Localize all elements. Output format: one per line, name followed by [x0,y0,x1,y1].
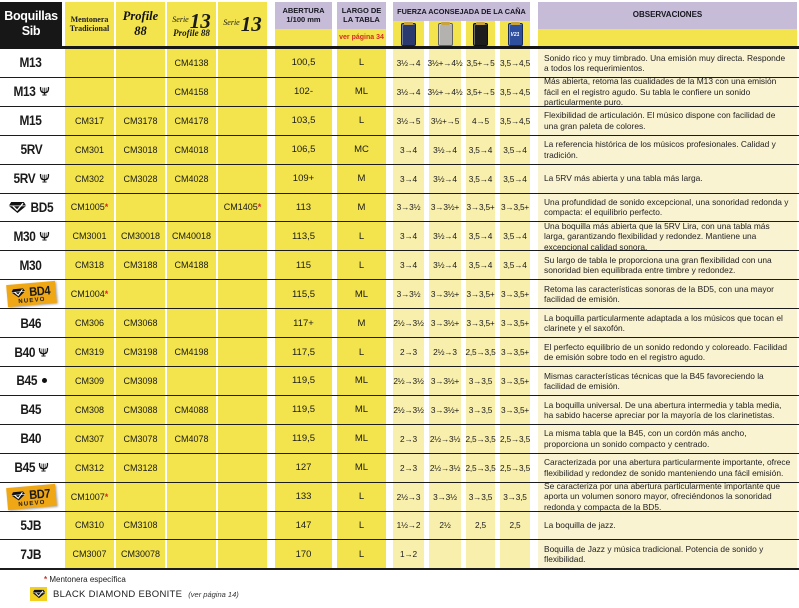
model-name: BD7 [28,485,51,502]
code-mentonera-tradicional: CM308 [65,396,114,424]
table-row [0,309,799,338]
fuerza-traditional: 3½→5 [393,107,424,135]
fuerza-v21: 3,5→4,5 [500,107,530,135]
code-profile88 [116,194,165,222]
code-profile88: CM3028 [116,165,165,193]
code-profile88: CM3128 [116,454,165,482]
fuerza-traditional: 3½→4 [393,49,424,77]
code-serie13 [218,454,267,482]
code-serie13-profile88: CM40018 [167,222,216,250]
code-serie13 [218,165,267,193]
code-mentonera-tradicional: CM306 [65,309,114,337]
model-cell [0,194,62,222]
code-mentonera-tradicional: CM3001 [65,222,114,250]
fuerza-v12: 3→3½+ [429,194,461,222]
fuerza-56-rue-lepic: 3,5→4 [466,165,495,193]
model-name: B45 [20,402,42,418]
model-cell [0,454,62,482]
fuerza-v21: 3,5→4 [500,222,530,250]
fuerza-v21: 2,5→3,5 [500,454,530,482]
header-observaciones: OBSERVACIONES [538,2,797,46]
model-name: M13 [19,55,43,71]
largo-value: ML [337,280,386,308]
table-body [0,49,799,570]
code-profile88 [116,280,165,308]
footer-notes [0,570,799,608]
abertura-value: 115 [275,251,332,279]
fuerza-v12: 3→3½ [429,483,461,511]
largo-value: ML [337,454,386,482]
table-header [0,0,799,49]
lyre-icon [39,173,50,184]
fuerza-v12: 2½→3½ [429,425,461,453]
code-serie13-profile88: CM4018 [167,136,216,164]
code-serie13-profile88: CM4028 [167,165,216,193]
code-serie13-profile88 [167,540,216,568]
code-mentonera-tradicional: CM1004* [65,280,114,308]
abertura-value: 113,5 [275,222,332,250]
fuerza-56-rue-lepic: 2,5→3,5 [466,454,495,482]
header-boquillas-line1: Boquillas [4,9,58,23]
fuerza-v21: 3→3,5 [500,483,530,511]
fuerza-traditional: 1½→2 [393,512,424,540]
model-cell [0,540,62,568]
fuerza-v12: 3→3½+ [429,280,461,308]
fuerza-56-rue-lepic: 4→5 [466,107,495,135]
code-profile88: CM3068 [116,309,165,337]
code-mentonera-tradicional: CM302 [65,165,114,193]
reed-v12-icon [438,23,453,46]
dot-icon [42,378,47,383]
largo-value: L [337,107,386,135]
code-serie13 [218,425,267,453]
code-serie13 [218,540,267,568]
table-row [0,78,799,107]
code-serie13 [218,251,267,279]
model-cell [0,107,62,135]
code-serie13 [218,309,267,337]
fuerza-traditional: 2½→3½ [393,367,424,395]
code-profile88 [116,483,165,511]
code-serie13-profile88 [167,309,216,337]
fuerza-56-rue-lepic: 3→3,5 [466,396,495,424]
abertura-value: 100,5 [275,49,332,77]
largo-value: ML [337,78,386,106]
fuerza-v12 [429,540,461,568]
observaciones-cell: Sonido rico y muy timbrado. Una emisión muy directa. Responde a todos los requerimientos. [538,49,797,77]
table-row [0,49,799,78]
code-serie13-profile88: CM4138 [167,49,216,77]
header-serie13-profile88: Serie 13 Profile 88 [167,2,216,46]
observaciones-cell: La 5RV más abierta y una tabla más larga. [538,165,797,193]
code-profile88 [116,78,165,106]
abertura-value: 127 [275,454,332,482]
fuerza-v12: 3½+→4½ [429,78,461,106]
fuerza-v12: 2½→3½ [429,454,461,482]
code-profile88: CM3088 [116,396,165,424]
code-serie13-profile88: CM4198 [167,338,216,366]
code-mentonera-tradicional: CM1005* [65,194,114,222]
red-asterisk: * [44,575,48,585]
nuevo-badge [6,483,57,509]
abertura-value: 147 [275,512,332,540]
abertura-value: 109+ [275,165,332,193]
black-diamond-icon [8,201,27,214]
footnote-mentonera: * Mentonera específica [44,575,126,585]
code-profile88: CM3188 [116,251,165,279]
model-cell [0,222,62,250]
code-serie13 [218,396,267,424]
lyre-icon [39,86,50,97]
model-cell [0,165,62,193]
abertura-value: 133 [275,483,332,511]
fuerza-traditional: 2½→3½ [393,396,424,424]
code-mentonera-tradicional: CM3007 [65,540,114,568]
fuerza-traditional: 3→3½ [393,280,424,308]
model-name: 7JB [20,546,42,562]
observaciones-cell: Su largo de tabla le proporciona una gran flexibilidad con una sonoridad bien equilibrada entre timbre y redondez. [538,251,797,279]
table-row [0,251,799,280]
fuerza-56-rue-lepic: 3→3,5+ [466,194,495,222]
code-mentonera-tradicional: CM318 [65,251,114,279]
table-row [0,483,799,512]
table-row [0,222,799,251]
observaciones-cell: Se caracteriza por una abertura particularmente importante que aporta un volumen sonoro mayor, ofreciéndonos la sonoridad redonda y compacta de la BD5. [538,483,797,511]
code-serie13-profile88 [167,483,216,511]
largo-value: ML [337,367,386,395]
fuerza-v21: 3→3,5+ [500,396,530,424]
abertura-value: 117+ [275,309,332,337]
observaciones-cell: Retoma las características sonoras de la BD5, con una mayor facilidad de emisión. [538,280,797,308]
code-serie13-profile88: CM4188 [167,251,216,279]
code-serie13 [218,483,267,511]
observaciones-cell: Una profundidad de sonido excepcional, una sonoridad redonda y compacta: el equilibrio perfecto. [538,194,797,222]
largo-value: M [337,194,386,222]
lyre-icon [39,231,50,242]
table-row [0,338,799,367]
largo-value: ML [337,425,386,453]
largo-value: L [337,251,386,279]
code-mentonera-tradicional: CM312 [65,454,114,482]
table-row [0,454,799,483]
fuerza-v12: 3½→4 [429,165,461,193]
fuerza-traditional: 2½→3 [393,483,424,511]
model-name: M15 [19,113,43,129]
largo-value: MC [337,136,386,164]
code-serie13-profile88 [167,194,216,222]
fuerza-traditional: 3→4 [393,165,424,193]
header-profile88: Profile 88 [116,2,165,46]
fuerza-v21: 3→3,5+ [500,280,530,308]
model-cell [0,425,62,453]
abertura-value: 103,5 [275,107,332,135]
fuerza-56-rue-lepic: 3→3,5+ [466,280,495,308]
code-serie13 [218,78,267,106]
code-serie13: CM1405* [218,194,267,222]
code-mentonera-tradicional [65,49,114,77]
fuerza-v12: 3→3½+ [429,309,461,337]
code-serie13-profile88 [167,280,216,308]
fuerza-56-rue-lepic: 3→3,5 [466,367,495,395]
abertura-value: 102- [275,78,332,106]
fuerza-v12: 3½+→5 [429,107,461,135]
model-name: B45 [16,373,37,389]
code-serie13 [218,512,267,540]
abertura-value: 170 [275,540,332,568]
code-mentonera-tradicional: CM310 [65,512,114,540]
fuerza-v21: 3,5→4 [500,251,530,279]
model-cell [0,49,62,77]
code-profile88: CM3018 [116,136,165,164]
fuerza-v21: 2,5 [500,512,530,540]
code-serie13-profile88 [167,512,216,540]
code-serie13 [218,107,267,135]
fuerza-56-rue-lepic: 2,5 [466,512,495,540]
model-cell [0,309,62,337]
reed-v21-icon: V21 [508,23,523,46]
fuerza-traditional: 2½→3½ [393,309,424,337]
reed-56-rue-lepic-icon [473,23,488,46]
abertura-value: 119,5 [275,425,332,453]
model-name: BD5 [30,199,53,215]
fuerza-v21: 3→3,5+ [500,367,530,395]
observaciones-cell: Una boquilla más abierta que la 5RV Lira, con una tabla más larga, garantizando flexibilidad y redondez. Mantiene una excepcional calidad sonora. [538,222,797,250]
code-serie13-profile88: CM4088 [167,396,216,424]
code-profile88: CM30078 [116,540,165,568]
model-name: B40 [20,431,42,447]
fuerza-v21: 3→3,5+ [500,194,530,222]
black-diamond-icon [32,589,46,599]
fuerza-56-rue-lepic: 2,5→3,5 [466,425,495,453]
fuerza-56-rue-lepic: 3,5→4 [466,136,495,164]
fuerza-v12: 3½→4 [429,222,461,250]
fuerza-v12: 3½+→4½ [429,49,461,77]
table-row [0,194,799,223]
code-serie13 [218,222,267,250]
observaciones-cell: El perfecto equilibrio de un sonido redondo y coloreado. Facilidad de emisión sobre todo en el registro agudo. [538,338,797,366]
reed-icons-row [393,21,530,46]
abertura-value: 115,5 [275,280,332,308]
nuevo-badge [6,281,57,307]
table-row [0,512,799,541]
fuerza-traditional: 2→3 [393,338,424,366]
code-profile88 [116,49,165,77]
code-mentonera-tradicional: CM309 [65,367,114,395]
model-cell [0,367,62,395]
largo-value: L [337,222,386,250]
largo-value: ML [337,396,386,424]
fuerza-v12: 3½→4 [429,251,461,279]
code-serie13 [218,367,267,395]
fuerza-v21: 3,5→4 [500,136,530,164]
model-cell [0,338,62,366]
abertura-value: 117,5 [275,338,332,366]
model-name: 5RV [20,142,42,158]
model-name: 5RV [13,171,36,187]
model-name: B40 [14,344,35,360]
code-serie13-profile88 [167,367,216,395]
fuerza-v21: 3→3,5+ [500,338,530,366]
table-row [0,425,799,454]
header-abertura: ABERTURA 1/100 mm [275,2,332,46]
model-name: M13 [13,84,36,100]
observaciones-cell: Mismas características técnicas que la B45 favoreciendo la facilidad de emisión. [538,367,797,395]
header-serie13: Serie 13 [218,2,267,46]
fuerza-56-rue-lepic [466,540,495,568]
model-cell [0,512,62,540]
code-mentonera-tradicional [65,78,114,106]
fuerza-v21 [500,540,530,568]
ver-pagina-34-note: ver página 34 [339,34,384,41]
model-cell [0,136,62,164]
fuerza-traditional: 2→3 [393,454,424,482]
table-row [0,165,799,194]
table-row [0,540,799,570]
fuerza-56-rue-lepic: 3,5→4 [466,251,495,279]
header-largo-tabla: LARGO DE LA TABLA ver página 34 [337,2,386,46]
fuerza-v12: 3½→4 [429,136,461,164]
fuerza-traditional: 3→4 [393,136,424,164]
code-serie13 [218,338,267,366]
fuerza-v12: 2½→3 [429,338,461,366]
code-serie13-profile88 [167,454,216,482]
code-mentonera-tradicional: CM319 [65,338,114,366]
code-mentonera-tradicional: CM317 [65,107,114,135]
abertura-value: 113 [275,194,332,222]
model-cell [0,483,62,511]
code-serie13 [218,49,267,77]
header-mentonera-tradicional: Mentonera Tradicional [65,2,114,46]
fuerza-56-rue-lepic: 3,5+→5 [466,78,495,106]
code-profile88: CM3078 [116,425,165,453]
fuerza-v21: 3,5→4 [500,165,530,193]
observaciones-cell: Boquilla de Jazz y música tradicional. Potencia de sonido y flexibilidad. [538,540,797,568]
model-name: 5JB [20,517,42,533]
largo-value: L [337,49,386,77]
black-diamond-icon [30,587,47,601]
code-profile88: CM3098 [116,367,165,395]
header-boquillas-sib [0,2,62,46]
table-row [0,367,799,396]
observaciones-cell: Caracterizada por una abertura particularmente importante, ofrece flexibilidad y redondez de sonido manteniendo una fácil emisión. [538,454,797,482]
fuerza-traditional: 3→4 [393,251,424,279]
code-serie13 [218,136,267,164]
largo-value: M [337,309,386,337]
fuerza-v21: 3→3,5+ [500,309,530,337]
largo-value: M [337,165,386,193]
table-row [0,136,799,165]
model-name: B46 [20,315,42,331]
fuerza-56-rue-lepic: 3→3,5+ [466,309,495,337]
abertura-value: 119,5 [275,396,332,424]
reed-traditional-icon [401,23,416,46]
model-cell [0,280,62,308]
code-mentonera-tradicional: CM1007* [65,483,114,511]
model-name: B45 [14,460,35,476]
lyre-icon [38,347,49,358]
model-cell [0,78,62,106]
footnote-black-diamond: BLACK DIAMOND EBONITE (ver página 14) [30,587,799,601]
code-serie13 [218,280,267,308]
header-fuerza-cana: FUERZA ACONSEJADA DE LA CAÑA V21 [393,2,530,46]
model-cell [0,251,62,279]
code-serie13-profile88: CM4178 [167,107,216,135]
header-boquillas-line2: Sib [21,24,41,38]
fuerza-v21: 3,5→4,5 [500,78,530,106]
lyre-icon [38,462,49,473]
largo-value: L [337,483,386,511]
table-row [0,107,799,136]
black-diamond-icon [10,288,26,299]
code-mentonera-tradicional: CM301 [65,136,114,164]
observaciones-cell: La boquilla particularmente adaptada a los músicos que tocan el clarinete y el saxofón. [538,309,797,337]
table-row [0,280,799,309]
code-serie13-profile88: CM4158 [167,78,216,106]
table-row [0,396,799,425]
observaciones-cell: Más abierta, retoma las cualidades de la M13 con una emisión fácil en el registro agudo. Su tabla le confiere un sonido particularmente puro. [538,78,797,106]
fuerza-56-rue-lepic: 3→3,5 [466,483,495,511]
observaciones-cell: La referencia histórica de los músicos profesionales. Calidad y tradición. [538,136,797,164]
fuerza-56-rue-lepic: 3,5+→5 [466,49,495,77]
fuerza-56-rue-lepic: 2,5→3,5 [466,338,495,366]
abertura-value: 119,5 [275,367,332,395]
fuerza-v12: 2½ [429,512,461,540]
fuerza-v12: 3→3½+ [429,367,461,395]
nuevo-label: NUEVO [17,499,46,508]
model-name: BD4 [28,283,51,300]
fuerza-v21: 2,5→3,5 [500,425,530,453]
fuerza-traditional: 3→4 [393,222,424,250]
largo-value: L [337,338,386,366]
model-name: M30 [19,257,43,273]
observaciones-cell: Flexibilidad de articulación. El músico dispone con facilidad de una gran paleta de colores. [538,107,797,135]
abertura-value: 106,5 [275,136,332,164]
fuerza-56-rue-lepic: 3,5→4 [466,222,495,250]
code-mentonera-tradicional: CM307 [65,425,114,453]
black-diamond-icon [10,490,26,501]
fuerza-v12: 3→3½+ [429,396,461,424]
code-profile88: CM3108 [116,512,165,540]
code-profile88: CM30018 [116,222,165,250]
nuevo-label: NUEVO [17,296,46,306]
largo-value: L [337,540,386,568]
code-serie13-profile88: CM4078 [167,425,216,453]
fuerza-traditional: 3→3½ [393,194,424,222]
model-cell [0,396,62,424]
largo-value: L [337,512,386,540]
observaciones-cell: La misma tabla que la B45, con un cordón más ancho, proporciona un sonido compacto y centrado. [538,425,797,453]
fuerza-traditional: 1→2 [393,540,424,568]
code-profile88: CM3198 [116,338,165,366]
observaciones-cell: La boquilla de jazz. [538,512,797,540]
fuerza-v21: 3,5→4,5 [500,49,530,77]
model-name: M30 [13,228,36,244]
code-profile88: CM3178 [116,107,165,135]
fuerza-traditional: 3½→4 [393,78,424,106]
observaciones-cell: La boquilla universal. De una abertura intermedia y tabla media, ha sabido hacerse apreciar por la mayoría de los clarinetistas. [538,396,797,424]
fuerza-traditional: 2→3 [393,425,424,453]
